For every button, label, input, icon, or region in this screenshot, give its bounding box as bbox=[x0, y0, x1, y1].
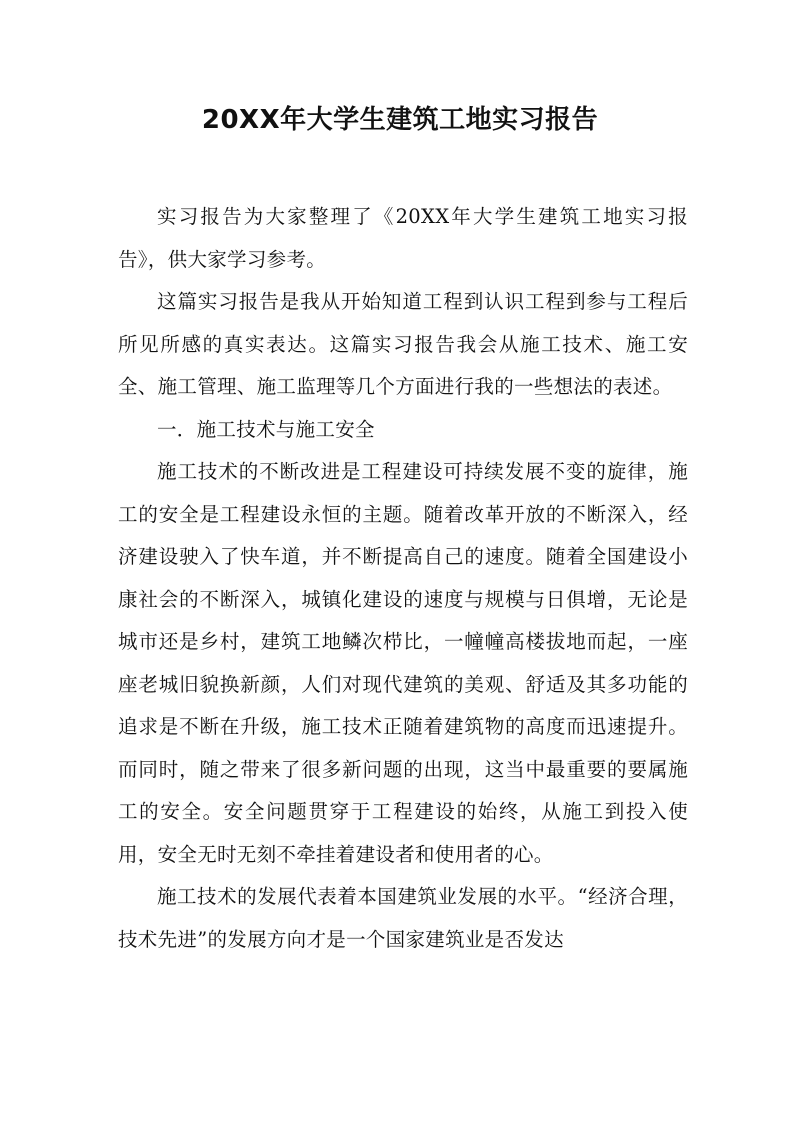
section-heading: 一．施工技术与施工安全 bbox=[157, 417, 375, 441]
document-body bbox=[118, 196, 688, 961]
intro-paragraph: 实习报告为大家整理了《20XX年大学生建筑工地实习报告》，供大家学习参考。 bbox=[118, 205, 688, 271]
section-paragraph: 施工技术的发展代表着本国建筑业发展的水平。“经济合理，技术先进”的发展方向才是一个国家建筑业是否发达 bbox=[118, 885, 688, 951]
overview-paragraph: 这篇实习报告是我从开始知道工程到认识工程到参与工程后所见所感的真实表达。这篇实习报告我会从施工技术、施工安全、施工管理、施工监理等几个方面进行我的一些想法的表述。 bbox=[118, 290, 688, 398]
document-title: 20XX年大学生建筑工地实习报告 bbox=[201, 105, 599, 135]
section-paragraph: 施工技术的不断改进是工程建设可持续发展不变的旋律，施工的安全是工程建设永恒的主题。随着改革开放的不断深入，经济建设驶入了快车道，并不断提高自己的速度。随着全国建设小康社会的不断深入，城镇化建设的速度与规模与日俱增，无论是城市还是乡村，建筑工地鳞次栉比，一幢幢高楼拔地而起，一座座老城旧貌换新颜，人们对现代建筑的美观、舒适及其多功能的追求是不断在升级，施工技术正随着建筑物的高度而迅速提升。而同时，随之带来了很多新问题的出现，这当中最重要的要属施工的安全。安全问题贯穿于工程建设的始终，从施工到投入使用，安全无时无刻不牵挂着建设者和使用者的心。 bbox=[118, 460, 688, 866]
